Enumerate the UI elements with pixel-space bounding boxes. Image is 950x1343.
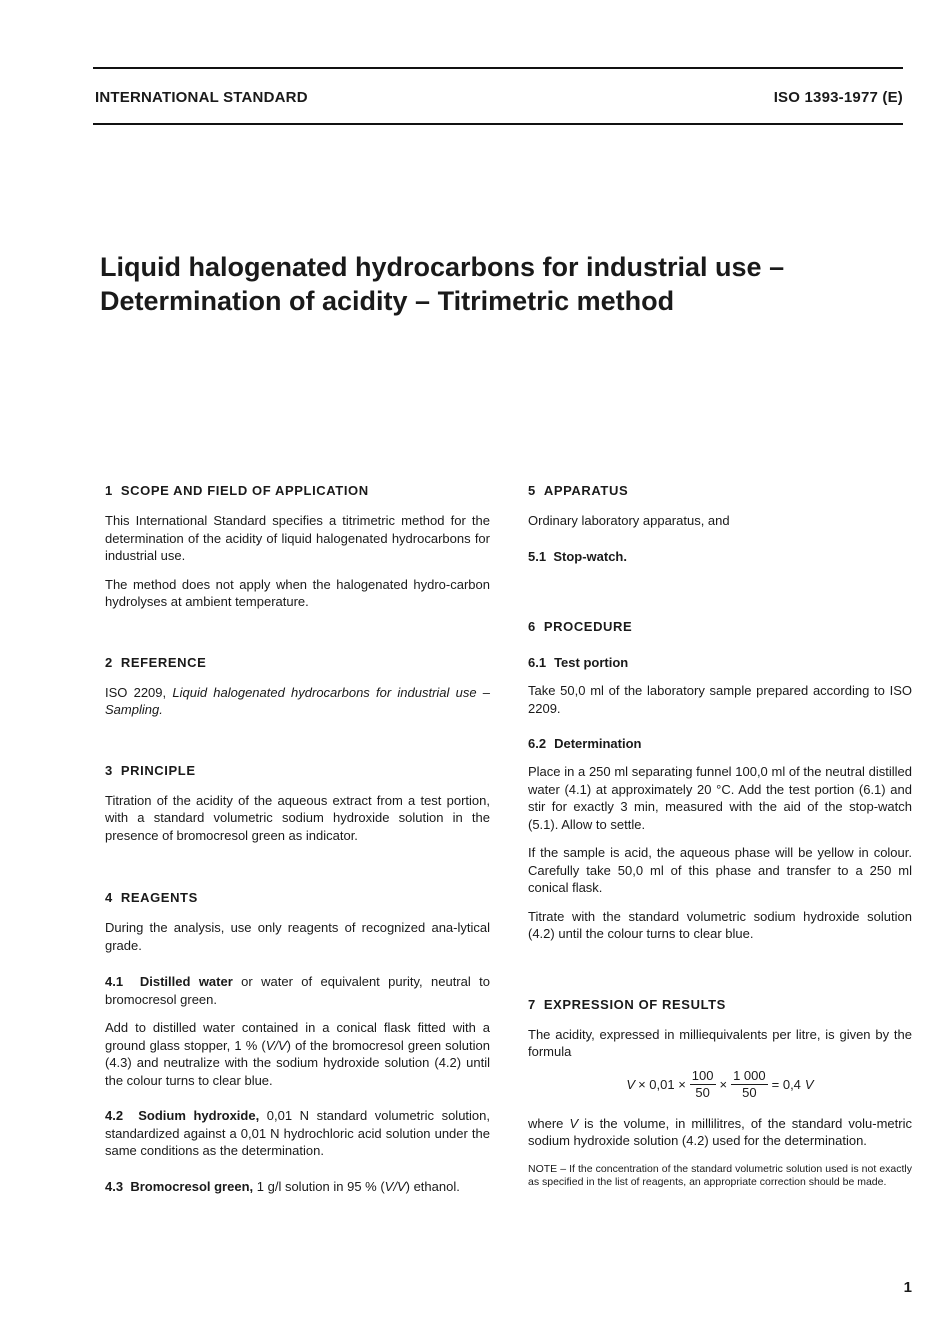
- section-6-heading: [528, 618, 912, 635]
- reagent-4-3-vv: V/V: [384, 1178, 406, 1194]
- subsection-6-1-number: 6.1: [528, 655, 547, 670]
- reagent-4-1-p2-b: ) of the bromocresol green solution (4.3) and neutralize with the sodium hydroxide solution (4.2) until the colour turns to clear blue.: [105, 1037, 490, 1088]
- section-1-heading: [105, 482, 490, 499]
- header-left: INTERNATIONAL STANDARD: [95, 89, 308, 106]
- apparatus-5-1-number: 5.1: [528, 548, 547, 564]
- section-5-number: 5: [528, 483, 536, 498]
- subsection-6-1-paragraph: Take 50,0 ml of the laboratory sample prepared according to ISO 2209.: [528, 683, 912, 716]
- subsection-6-2-heading: [528, 735, 912, 752]
- apparatus-5-1: [528, 548, 912, 566]
- reference-code: ISO 2209,: [105, 684, 167, 700]
- section-6-number: 6: [528, 619, 536, 634]
- where-symbol: V: [569, 1115, 579, 1131]
- section-2-title: REFERENCE: [120, 654, 207, 670]
- section-1-number: 1: [105, 483, 113, 498]
- section-6-procedure: [528, 618, 912, 943]
- formula-coefficient: × 0,01 ×: [638, 1076, 686, 1092]
- reagent-4-1-number: 4.1: [105, 974, 124, 989]
- subsection-6-2-title: Determination: [554, 736, 642, 751]
- right-column: [528, 482, 912, 1189]
- section-7-paragraph: The acidity, expressed in milliequivalents per litre, is given by the formula: [528, 1026, 912, 1059]
- left-column: [105, 482, 490, 1195]
- reference-title: Liquid halogenated hydrocarbons for industrial use – Sampling.: [105, 684, 491, 717]
- section-7-note: NOTE – If the concentration of the standard volumetric solution used is not exactly as specified in the list of reagents, an appropriate correction should be made.: [528, 1162, 912, 1188]
- subsection-6-2-number: 6.2: [528, 736, 547, 751]
- apparatus-5-1-term: Stop-watch.: [553, 548, 627, 564]
- section-3-principle: [105, 762, 490, 845]
- section-2-number: 2: [105, 654, 113, 670]
- subsection-6-2-paragraph-2: If the sample is acid, the aqueous phase will be yellow in colour. Carefully take 50,0 ml of this phase and transfer to a 250 ml conical flask.: [528, 845, 912, 895]
- reagent-4-3-term: Bromocresol green,: [130, 1178, 254, 1194]
- acidity-formula: [528, 1065, 912, 1105]
- reagent-4-2: [105, 1107, 490, 1160]
- section-1-scope: [105, 482, 490, 611]
- section-5-paragraph: Ordinary laboratory apparatus, and: [528, 513, 730, 528]
- where-text-a: where: [528, 1115, 564, 1131]
- section-3-title: PRINCIPLE: [120, 762, 196, 778]
- reagent-4-2-number: 4.2: [105, 1108, 124, 1123]
- fraction-1-numerator: 100: [691, 1068, 714, 1083]
- section-3-number: 3: [105, 762, 113, 778]
- fraction-2-numerator: 1 000: [733, 1068, 766, 1083]
- where-text-b: is the volume, in millilitres, of the standard volu-metric sodium hydroxide solution (4.2) used for the determination.: [528, 1115, 912, 1148]
- reagent-4-1-text: or water of equivalent purity, neutral to bromocresol green.: [105, 974, 490, 1007]
- section-7-expression-of-results: [528, 996, 912, 1189]
- reagent-4-1-p2-vv: V/V: [265, 1037, 287, 1053]
- reagent-4-2-text: 0,01 N standard volumetric solution, standardized against a 0,01 N hydrochloric acid solution under the same conditions as the determination.: [105, 1108, 490, 1158]
- subsection-6-1-title: Test portion: [554, 655, 629, 670]
- section-7-where-paragraph: [528, 1115, 912, 1150]
- page-number: 1: [903, 1279, 912, 1296]
- section-3-paragraph: Titration of the acidity of the aqueous extract from a test portion, with a standard volumetric sodium hydroxide solution in the presence of bromocresol green as indicator.: [105, 792, 490, 843]
- document-title: [100, 250, 880, 318]
- formula-result-symbol: V: [804, 1076, 814, 1092]
- subsection-6-1-heading: [528, 654, 912, 671]
- section-2-heading: [105, 654, 490, 671]
- top-rule: [93, 67, 903, 69]
- section-4-title: REAGENTS: [120, 890, 198, 905]
- subsection-6-2-paragraph-3: Titrate with the standard volumetric sodium hydroxide solution (4.2) until the colour turns to clear blue.: [528, 908, 912, 941]
- header-rule: [93, 123, 903, 125]
- formula-volume-symbol: V: [626, 1076, 636, 1092]
- title-line-1: Liquid halogenated hydrocarbons for industrial use –: [100, 252, 785, 282]
- section-1-paragraph-1: This International Standard specifies a titrimetric method for the determination of the acidity of liquid halogenated hydrocarbons for industrial use.: [105, 513, 490, 563]
- reagent-4-1: [105, 973, 490, 1008]
- section-6-title: PROCEDURE: [543, 619, 633, 634]
- section-2-reference: [105, 654, 490, 719]
- section-1-title: SCOPE AND FIELD OF APPLICATION: [120, 483, 369, 498]
- section-3-heading: [105, 762, 490, 779]
- section-7-title: EXPRESSION OF RESULTS: [543, 996, 726, 1012]
- reagent-4-1-term: Distilled water: [139, 974, 233, 989]
- subsection-6-2-paragraph-1: Place in a 250 ml separating funnel 100,0 ml of the neutral distilled water (4.1) at approximately 20 °C. Add the test portion (6.1) and stir for exactly 3 min, measured with the aid of the stop-watch (5.1). Allow to settle.: [528, 764, 912, 832]
- section-5-apparatus: [528, 482, 912, 565]
- formula-fraction-1: [690, 1068, 716, 1101]
- reagent-4-1-p2-a: Add to distilled water contained in a conical flask fitted with a ground glass stopper, 1 % (: [105, 1020, 490, 1053]
- section-4-paragraph: During the analysis, use only reagents of recognized ana-lytical grade.: [105, 920, 490, 953]
- header-right: ISO 1393-1977 (E): [773, 89, 903, 106]
- section-7-heading: [528, 996, 912, 1013]
- fraction-2-denominator: 50: [742, 1085, 757, 1100]
- formula-result: = 0,4: [771, 1076, 801, 1092]
- reagent-4-3: [105, 1178, 490, 1196]
- fraction-1-denominator: 50: [695, 1085, 710, 1100]
- reagent-4-1-paragraph-2: [105, 1019, 490, 1089]
- section-7-number: 7: [528, 996, 536, 1012]
- formula-multiply: ×: [719, 1076, 728, 1092]
- reagent-4-2-term: Sodium hydroxide,: [138, 1108, 260, 1123]
- formula-fraction-2: [731, 1068, 768, 1101]
- title-line-2: Determination of acidity – Titrimetric method: [100, 286, 675, 316]
- section-4-reagents: [105, 889, 490, 1195]
- section-2-paragraph: [105, 684, 490, 719]
- section-5-heading: [528, 482, 912, 499]
- section-4-number: 4: [105, 890, 113, 905]
- reagent-4-3-text-a: 1 g/l solution in 95 % (: [256, 1178, 385, 1194]
- reagent-4-3-text-b: ) ethanol.: [405, 1178, 460, 1194]
- section-4-heading: [105, 889, 490, 906]
- reagent-4-3-number: 4.3: [105, 1178, 124, 1194]
- section-1-paragraph-2: The method does not apply when the halogenated hydro-carbon hydrolyses at ambient temperature.: [105, 576, 490, 609]
- section-5-title: APPARATUS: [543, 483, 629, 498]
